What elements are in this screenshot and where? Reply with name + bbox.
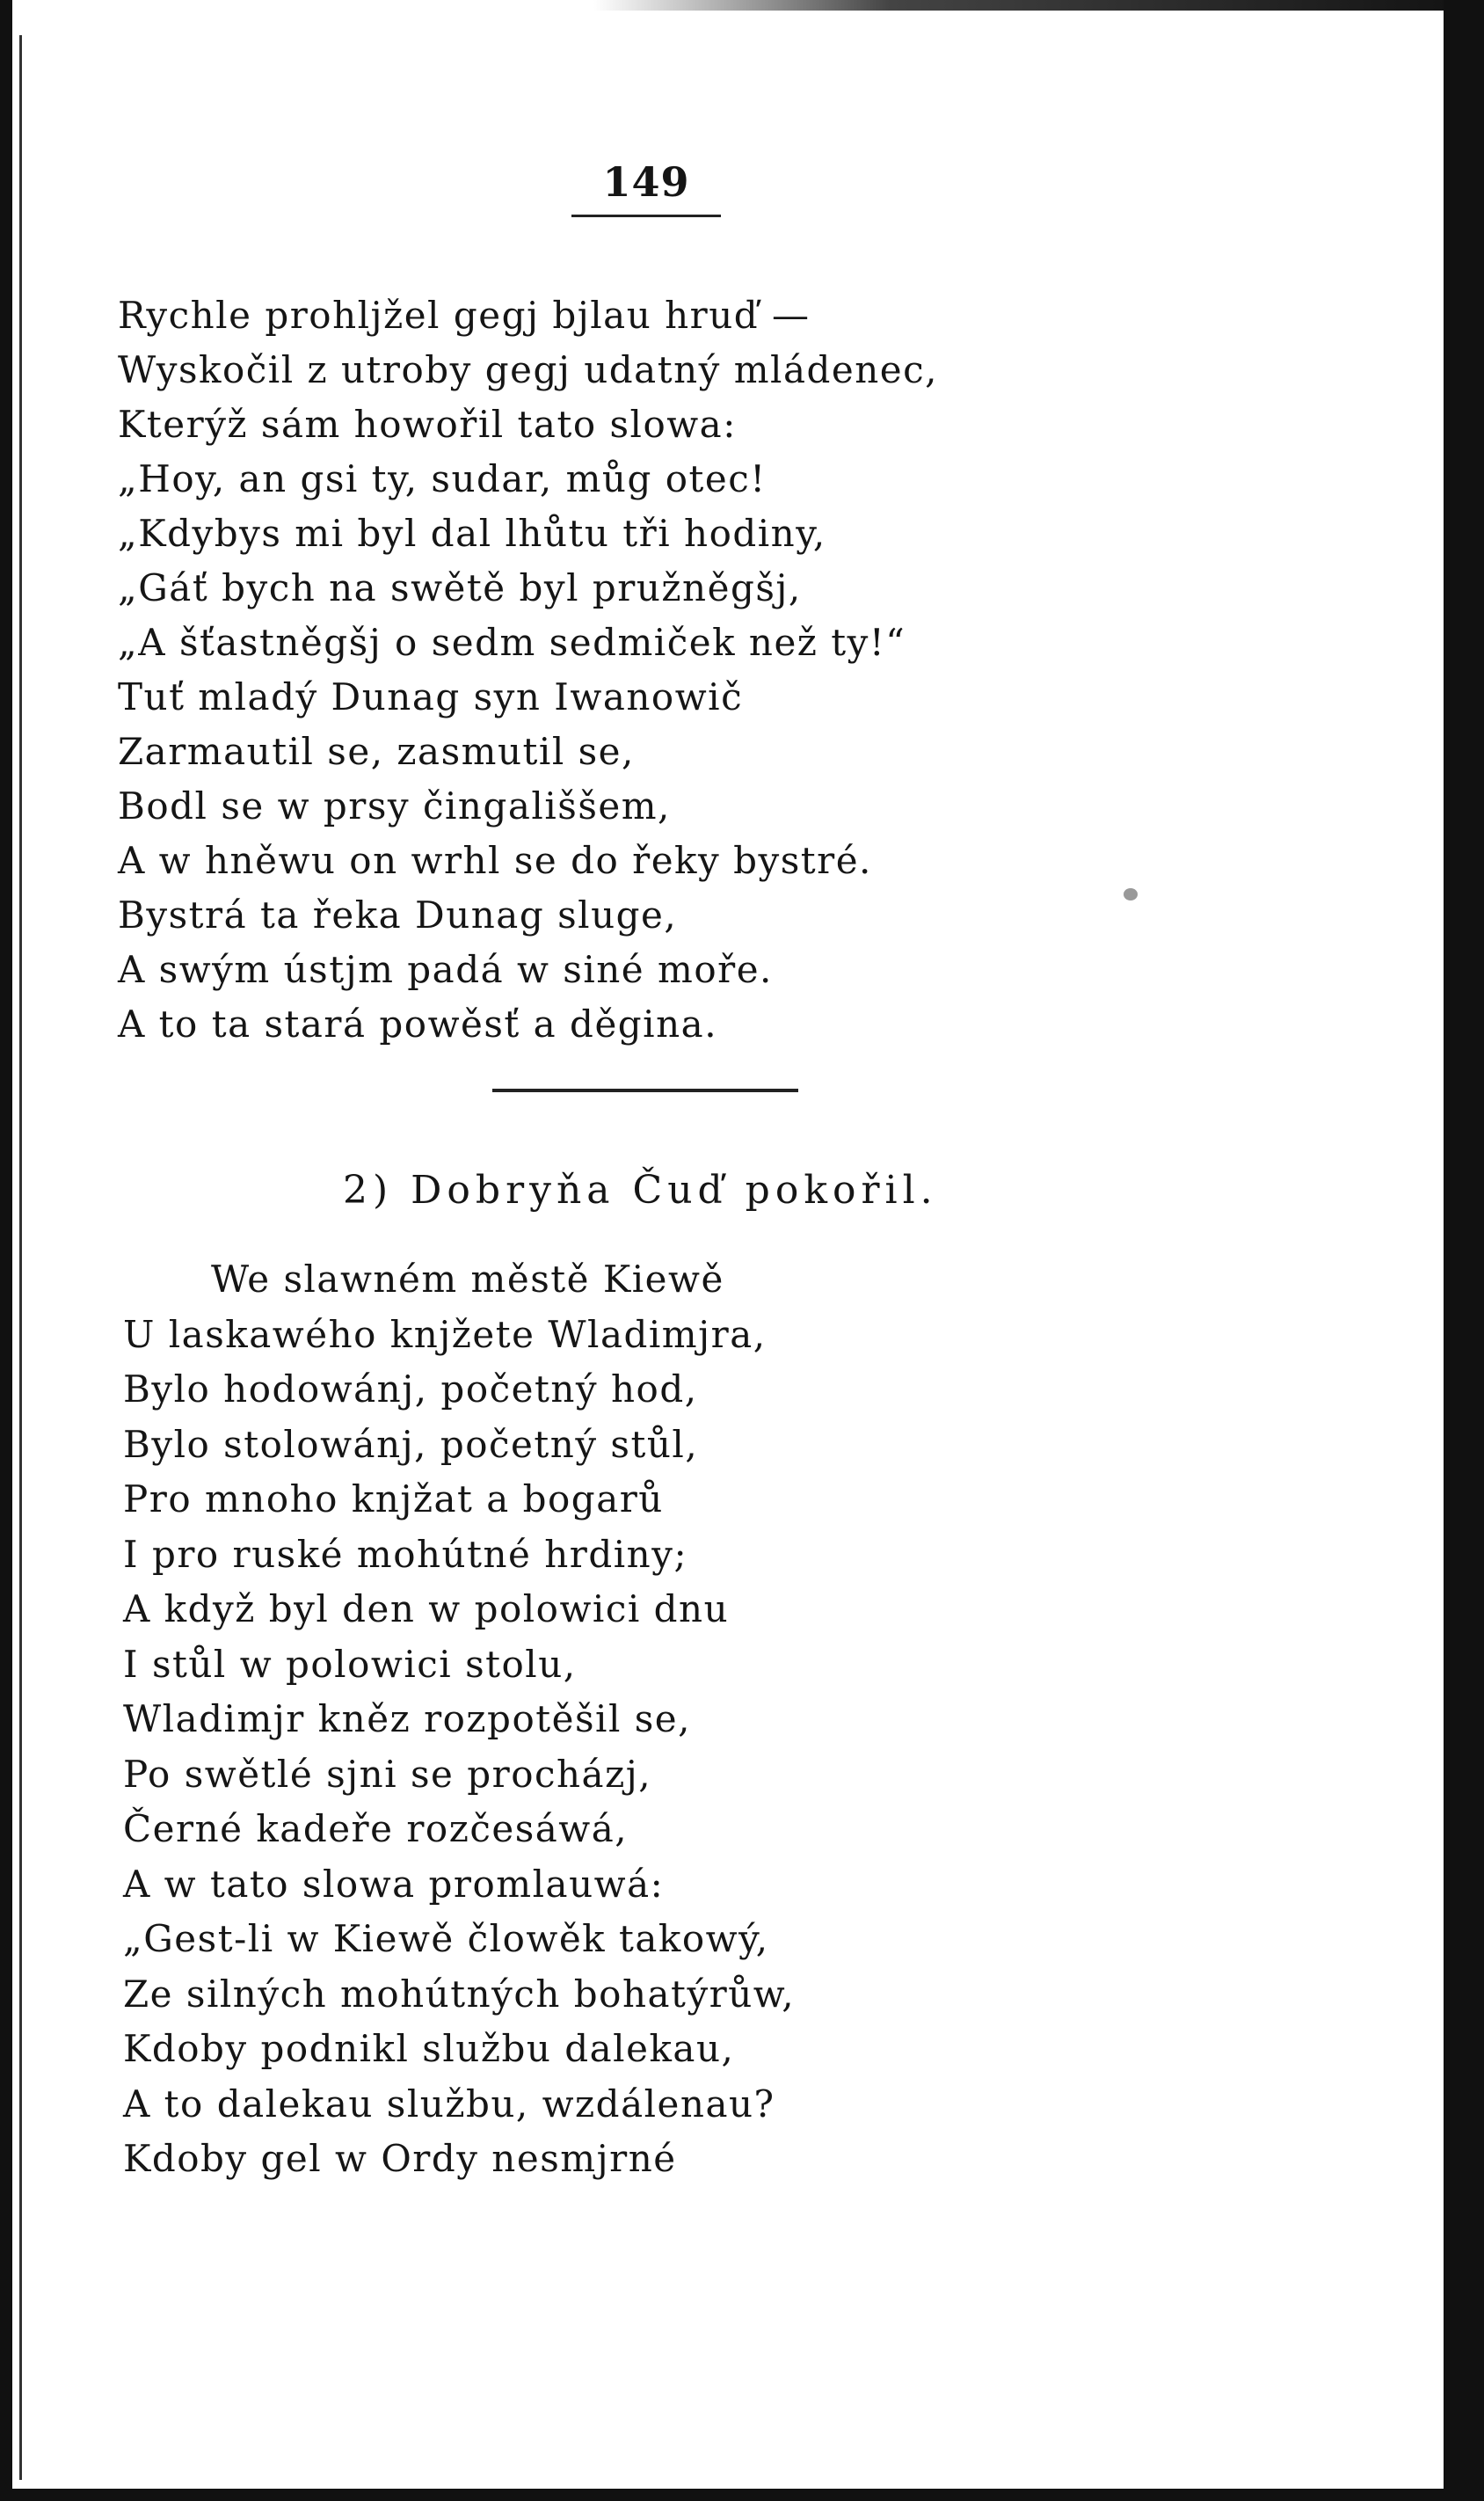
poem-line: „Gest-li w Kiewě člowěk takowý, — [123, 1917, 769, 1960]
poem-line: Pro mnoho knjžat a bogarů — [123, 1477, 664, 1520]
poem-line: I stůl w polowici stolu, — [123, 1642, 577, 1686]
poem-part-1 — [118, 288, 938, 1052]
poem-line: Ze silných mohútných bohatýrůw, — [123, 1972, 796, 2016]
poem-line: „Kdybys mi byl dal lhůtu tři hodiny, — [118, 512, 826, 555]
poem-line: Po swětlé sjni se procházj, — [123, 1752, 652, 1796]
poem-line: A w tato slowa promlauwá: — [123, 1862, 665, 1906]
page-number: 149 — [602, 158, 690, 206]
poem-line: „A šťastněgšj o sedm sedmiček než ty!“ — [118, 621, 906, 664]
poem-line: Kdoby gel w Ordy nesmjrné — [123, 2137, 677, 2180]
poem-line: Bodl se w prsy čingališšem, — [118, 784, 671, 828]
poem-line: Kdoby podnikl službu dalekau, — [123, 2027, 735, 2070]
poem-line: I pro ruské mohútné hrdiny; — [123, 1532, 688, 1576]
poem-line: Černé kadeře rozčesáwá, — [123, 1807, 629, 1850]
poem-line: Wyskočil z utroby gegj udatný mládenec, — [118, 348, 939, 391]
poem-line: A to dalekau službu, wzdálenau? — [123, 2082, 775, 2125]
poem-line: A když byl den w polowici dnu — [123, 1587, 730, 1630]
poem-line: Bylo hodowánj, početný hod, — [123, 1367, 698, 1411]
poem-part-2 — [123, 1252, 795, 2187]
poem-line: Bylo stolowánj, početný stůl, — [123, 1422, 699, 1466]
poem-line: A swým ústjm padá w siné moře. — [118, 948, 773, 991]
poem-line: Tuť mladý Dunag syn Iwanowič — [118, 675, 744, 718]
poem-line: A w hněwu on wrhl se do řeky bystré. — [118, 839, 872, 882]
section-divider — [492, 1089, 798, 1092]
poem-line: Bystrá ta řeka Dunag sluge, — [118, 893, 678, 937]
poem-line: Rychle prohljžel gegj bjlau hruď — — [118, 294, 811, 337]
page-number-underline — [571, 215, 721, 217]
poem-line: „Gáť bych na swětě byl pružněgšj, — [118, 566, 802, 609]
ink-speck — [1124, 888, 1138, 901]
poem-line: We slawném městě Kiewě — [211, 1258, 724, 1301]
poem-line: „Hoy, an gsi ty, sudar, můg otec! — [118, 457, 767, 500]
section-title: 2) Dobryňa Čuď pokořil. — [343, 1168, 938, 1213]
poem-line: U laskawého knjžete Wladimjra, — [123, 1312, 767, 1356]
poem-line: Kterýž sám howořil tato slowa: — [118, 403, 737, 446]
poem-line: A to ta stará powěsť a děgina. — [118, 1003, 718, 1046]
poem-line: Wladimjr kněz rozpotěšil se, — [123, 1697, 691, 1740]
poem-line: Zarmautil se, zasmutil se, — [118, 730, 635, 773]
